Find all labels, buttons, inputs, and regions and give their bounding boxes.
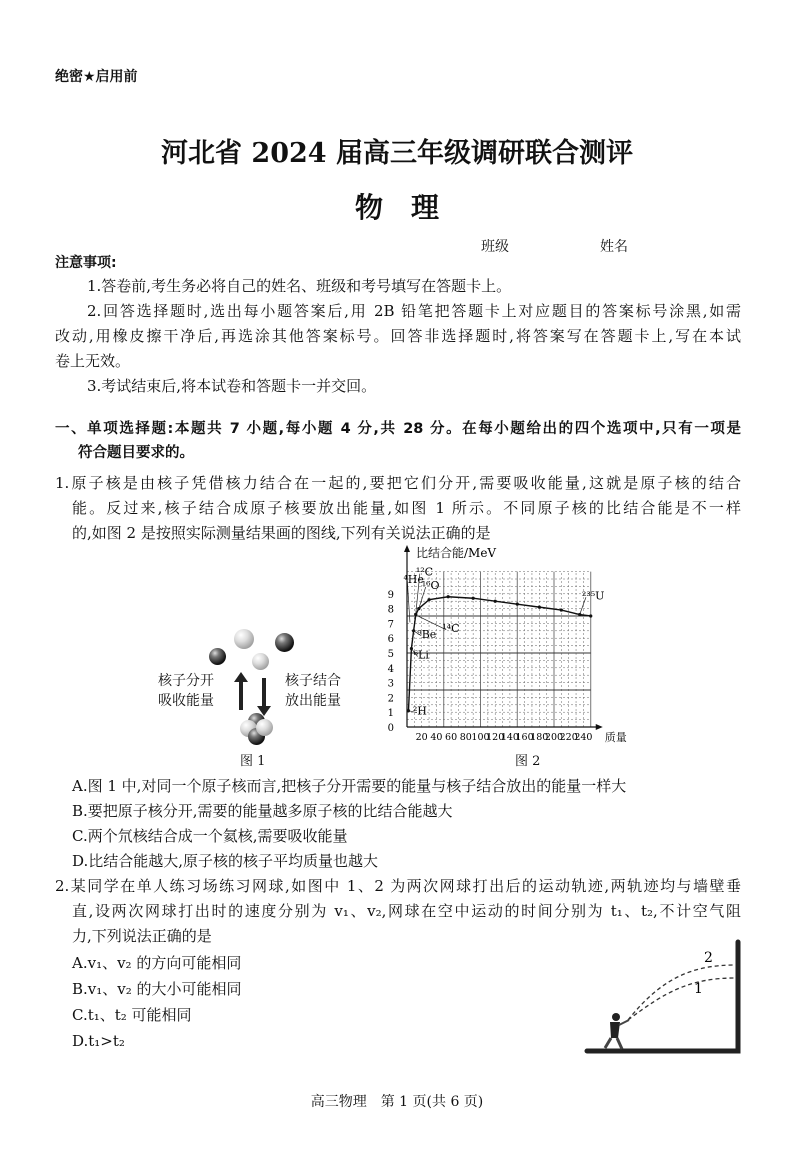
data-point bbox=[578, 613, 581, 616]
x-axis-label: 质量 bbox=[604, 731, 627, 744]
data-point bbox=[447, 595, 450, 598]
nuclide-label: ²³⁵U bbox=[581, 589, 605, 603]
nucleus-ball bbox=[256, 719, 273, 736]
notice-line: 2.回答选择题时,选出每小题答案后,用 2B 铅笔把答题卡上对应题目的答案标号涂黑,如需 bbox=[87, 302, 741, 320]
trajectory-1 bbox=[628, 978, 735, 1020]
notice-line: 卷上无效。 bbox=[55, 352, 131, 370]
q1-option-d: D.比结合能越大,原子核的核子平均质量也越大 bbox=[72, 852, 379, 870]
fig1-combine-label: 放出能量 bbox=[285, 693, 341, 709]
q2-option-c: C.t₁、t₂ 可能相同 bbox=[72, 1006, 192, 1024]
nuclide-label: ⁹Be bbox=[417, 627, 437, 641]
x-tick-label: 180 bbox=[530, 732, 549, 743]
x-tick-label: 140 bbox=[500, 732, 519, 743]
fig1-split-label: 核子分开 bbox=[158, 673, 214, 689]
data-point bbox=[560, 608, 563, 611]
notice-line: 改动,用橡皮擦干净后,再选涂其他答案标号。回答非选择题时,将答案写在答题卡上,写在本试 bbox=[55, 327, 741, 345]
class-label: 班级 bbox=[481, 239, 509, 255]
y-tick-label: 4 bbox=[387, 663, 394, 675]
y-axis-arrow bbox=[404, 545, 410, 552]
fig1-caption: 图 1 bbox=[240, 754, 266, 769]
q2-stem: 2.某同学在单人练习场练习网球,如图中 1、2 为两次网球打出后的运动轨迹,两轨迹均与墙壁垂 bbox=[55, 877, 741, 895]
q2-stem: 直,设两次网球打出时的速度分别为 v₁、v₂,网球在空中运动的时间分别为 t₁、t₂,不计空气阻 bbox=[72, 902, 741, 920]
y-tick-label: 2 bbox=[387, 693, 394, 705]
binding-energy-chart bbox=[370, 545, 630, 745]
section-heading: 一、单项选择题:本题共 7 小题,每小题 4 分,共 28 分。在每小题给出的四个选项中,只有一项是 bbox=[55, 421, 741, 437]
x-tick-label: 60 bbox=[445, 732, 458, 743]
nuclide-label: ¹⁶O bbox=[421, 578, 440, 592]
trajectory-2 bbox=[628, 965, 735, 1020]
fig2-caption: 图 2 bbox=[515, 754, 541, 769]
notice-line: 1.答卷前,考生务必将自己的姓名、班级和考号填写在答题卡上。 bbox=[87, 277, 512, 295]
nuclide-label: ¹²C bbox=[415, 565, 434, 579]
x-axis-arrow bbox=[596, 724, 603, 730]
x-tick-label: 40 bbox=[430, 732, 443, 743]
x-tick-label: 220 bbox=[559, 732, 578, 743]
x-tick-label: 80 bbox=[459, 732, 472, 743]
q1-stem: 的,如图 2 是按照实际测量结果画的图线,下列有关说法正确的是 bbox=[72, 524, 491, 542]
x-tick-label: 240 bbox=[574, 732, 593, 743]
exam-title: 河北省 2024 届高三年级调研联合测评 bbox=[161, 138, 633, 169]
y-tick-label: 8 bbox=[387, 604, 394, 616]
q2-stem: 力,下列说法正确的是 bbox=[72, 927, 212, 945]
notice-heading: 注意事项: bbox=[55, 255, 117, 271]
confidential-mark: 绝密★启用前 bbox=[55, 69, 138, 85]
x-tick-label: 120 bbox=[486, 732, 505, 743]
data-point bbox=[427, 598, 430, 601]
nuclide-label: ⁶Li bbox=[413, 648, 429, 662]
subject-title: 物 理 bbox=[354, 191, 439, 224]
nucleon-ball bbox=[252, 653, 269, 670]
data-point bbox=[589, 614, 592, 617]
q1-option-a: A.图 1 中,对同一个原子核而言,把核子分开需要的能量与核子结合放出的能量一样大 bbox=[72, 777, 627, 795]
arrows-icon bbox=[230, 672, 275, 717]
q2-option-d: D.t₁>t₂ bbox=[72, 1032, 125, 1050]
x-tick-label: 160 bbox=[515, 732, 534, 743]
arrow-up-icon bbox=[234, 672, 248, 710]
q1-stem: 能。反过来,核子结合成原子核要放出能量,如图 1 所示。不同原子核的比结合能是不一样 bbox=[72, 499, 741, 517]
nucleon-ball bbox=[234, 629, 254, 649]
q1-option-c: C.两个氘核结合成一个氦核,需要吸收能量 bbox=[72, 827, 348, 845]
y-tick-label: 1 bbox=[387, 708, 394, 720]
fig1-split-label: 吸收能量 bbox=[158, 693, 214, 709]
section-heading-cont: 符合题目要求的。 bbox=[78, 445, 194, 461]
y-axis-label: 比结合能/MeV bbox=[416, 546, 497, 560]
y-tick-label: 9 bbox=[387, 589, 394, 601]
x-tick-label: 100 bbox=[471, 732, 490, 743]
y-tick-label: 6 bbox=[387, 634, 394, 646]
name-label: 姓名 bbox=[600, 239, 628, 255]
notice-line: 3.考试结束后,将本试卷和答题卡一并交回。 bbox=[87, 377, 377, 395]
trajectory-2-label: 2 bbox=[704, 950, 713, 966]
data-point bbox=[414, 613, 417, 616]
tennis-wall-figure bbox=[560, 930, 760, 1060]
page-footer: 高三物理 第 1 页(共 6 页) bbox=[310, 1094, 484, 1110]
q1-stem: 1.原子核是由核子凭借核力结合在一起的,要把它们分开,需要吸收能量,这就是原子核的结合 bbox=[55, 474, 741, 492]
nuclide-label: ²H bbox=[412, 704, 427, 718]
x-tick-label: 20 bbox=[415, 732, 428, 743]
arrow-down-icon bbox=[257, 678, 271, 716]
nuclide-label: ⁴He bbox=[403, 573, 424, 586]
nuclide-label: ¹⁴C bbox=[442, 621, 460, 635]
y-tick-label: 5 bbox=[387, 649, 394, 660]
data-point bbox=[516, 603, 519, 606]
y-tick-label: 0 bbox=[387, 723, 394, 734]
x-tick-label: 200 bbox=[544, 732, 564, 743]
q2-option-b: B.v₁、v₂ 的大小可能相同 bbox=[72, 980, 242, 998]
q2-option-a: A.v₁、v₂ 的方向可能相同 bbox=[72, 954, 242, 972]
y-tick-label: 7 bbox=[387, 619, 394, 631]
data-point bbox=[472, 597, 475, 600]
nucleon-ball bbox=[209, 648, 226, 665]
fig1-combine-label: 核子结合 bbox=[285, 673, 341, 689]
data-point bbox=[538, 606, 541, 609]
trajectory-1-label: 1 bbox=[694, 981, 703, 997]
y-tick-label: 3 bbox=[387, 678, 394, 690]
nucleon-ball bbox=[275, 633, 294, 652]
q1-option-b: B.要把原子核分开,需要的能量越多原子核的比结合能越大 bbox=[72, 802, 453, 820]
binding-energy-curve bbox=[408, 597, 590, 711]
data-point bbox=[494, 600, 497, 603]
player-icon bbox=[605, 1013, 629, 1049]
ground-and-wall bbox=[587, 942, 738, 1051]
